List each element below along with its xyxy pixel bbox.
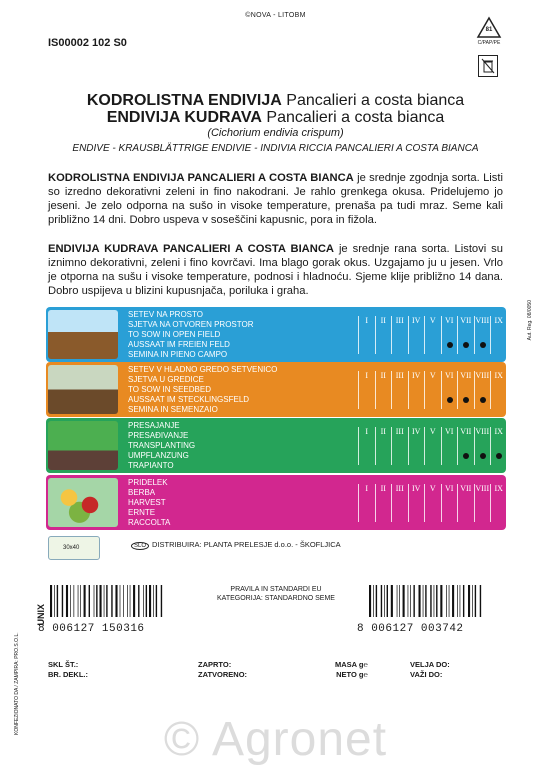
translated-names: ENDIVE - KRAUSBLÄTTRIGE ENDIVIE - INDIVIA RICCIA PANCALIERI A COSTA BIANCA xyxy=(72,143,479,154)
month-cell xyxy=(408,316,425,354)
active-month-dot xyxy=(496,453,502,459)
calendar-row-image xyxy=(48,310,118,359)
month-cell xyxy=(457,427,474,465)
month-label: V xyxy=(429,371,436,380)
month-label: IV xyxy=(412,427,421,436)
neto-label xyxy=(335,670,368,680)
estimated-sign-icon-2: ℮ xyxy=(363,670,368,679)
month-cell xyxy=(375,484,392,522)
calendar-row-label: TO SOW IN OPEN FIELD xyxy=(128,330,221,339)
watermark: © Agronet xyxy=(163,713,388,766)
regulations-line-2: KATEGORIJA: STANDARDNO SEME xyxy=(217,595,335,602)
month-cell xyxy=(441,371,458,409)
calendar-row-image xyxy=(48,421,118,470)
calendar-row-label: HARVEST xyxy=(128,498,166,507)
title-line-2-rest: Pancalieri a costa bianca xyxy=(261,109,445,126)
calendar-row-label: SETEV NA PROSTO xyxy=(128,310,203,319)
calendar-row-labels xyxy=(128,310,254,360)
barcode-2 xyxy=(367,585,507,617)
month-cell xyxy=(408,484,425,522)
month-cell xyxy=(358,371,375,409)
month-cell xyxy=(375,316,392,354)
month-label: IX xyxy=(494,316,503,325)
month-cell xyxy=(375,371,392,409)
copyright-text: ©NOVA - LITOBM xyxy=(245,12,306,19)
calendar-row-label: AUSSAAT IM FREIEN FELD xyxy=(128,340,230,349)
month-label: IX xyxy=(494,427,503,436)
month-label: IV xyxy=(412,484,421,493)
title-line-1 xyxy=(0,92,551,109)
active-month-dot xyxy=(447,342,453,348)
calendar-row-labels xyxy=(128,478,170,528)
calendar-row-label: SEMINA IN PIENO CAMPO xyxy=(128,350,228,359)
product-code: IS00002 102 S0 xyxy=(48,37,127,49)
active-month-dot xyxy=(463,453,469,459)
month-cell xyxy=(441,427,458,465)
unix-label: UNIX xyxy=(36,604,46,626)
month-cell xyxy=(441,316,458,354)
spacing-value: 30x40 xyxy=(63,545,80,551)
calendar-row-label: TRANSPLANTING xyxy=(128,441,196,450)
month-label: VI xyxy=(445,427,454,436)
barcode-number-1: 8 006127 150316 xyxy=(38,623,145,635)
calendar-row-labels xyxy=(128,421,195,471)
month-label: III xyxy=(395,427,404,436)
description-sl-text: je srednje zgodnja sorta. Listi so izredno dekorativni zeleni in fino nakodrani. Je rahlo grenkega okusa. Pridelujemo jo jeseni. Je zelo odporna na sušo in visoke temperature, prenaša pa tudi mraz. Seme kali približno 14 dni. Dobro uspeva v soseščini kapusnic, pora in fižola. xyxy=(48,172,503,226)
month-cell xyxy=(375,427,392,465)
vazi-label: VAŽI DO: xyxy=(410,670,443,679)
calendar-months xyxy=(358,316,506,354)
skl-label: SKL ŠT.: xyxy=(48,660,79,669)
calendar-row xyxy=(46,307,506,362)
month-cell xyxy=(424,484,441,522)
month-label: I xyxy=(365,316,369,325)
barcode-number-2: 8 006127 003742 xyxy=(357,623,464,635)
month-label: III xyxy=(395,316,404,325)
calendar-row-label: BERBA xyxy=(128,488,156,497)
month-label: VIII xyxy=(475,316,490,325)
active-month-dot xyxy=(447,397,453,403)
month-cell xyxy=(457,316,474,354)
distributor-text: DISTRIBUIRA: PLANTA PRELESJE d.o.o. - ŠKOFLJICA xyxy=(152,540,341,549)
month-label: I xyxy=(365,427,369,436)
month-label: III xyxy=(395,371,404,380)
waste-bin-icon xyxy=(478,55,498,77)
active-month-dot xyxy=(463,397,469,403)
month-cell xyxy=(490,484,506,522)
calendar-row-labels xyxy=(128,365,277,415)
month-label: IV xyxy=(412,371,421,380)
footer-closed xyxy=(198,660,247,680)
title-line-2-bold: ENDIVIJA KUDRAVA xyxy=(106,109,262,126)
masa-label xyxy=(335,660,368,670)
month-label: V xyxy=(429,316,436,325)
month-cell xyxy=(490,371,506,409)
recycle-label: C/PAP/PE xyxy=(477,40,501,46)
month-label: I xyxy=(365,371,369,380)
estimated-sign-icon: ℮ xyxy=(363,660,368,669)
spacing-diagram xyxy=(48,536,100,560)
month-label: VII xyxy=(460,371,472,380)
title-line-1-bold: KODROLISTNA ENDIVIJA xyxy=(86,92,282,109)
month-cell xyxy=(474,371,491,409)
month-label: I xyxy=(365,484,369,493)
month-label: II xyxy=(380,484,386,493)
title-line-2 xyxy=(0,109,551,126)
calendar-row-label: SJETVA U GREDICE xyxy=(128,375,204,384)
month-label: V xyxy=(429,484,436,493)
latin-name: (Cichorium endivia crispum) xyxy=(207,127,344,139)
month-label: VIII xyxy=(475,427,490,436)
month-label: VIII xyxy=(475,371,490,380)
month-label: V xyxy=(429,427,436,436)
month-label: IX xyxy=(494,371,503,380)
calendar-row-label: ERNTE xyxy=(128,508,156,517)
month-cell xyxy=(358,427,375,465)
title-block xyxy=(0,92,551,155)
month-cell xyxy=(424,316,441,354)
month-cell xyxy=(358,484,375,522)
month-cell xyxy=(474,427,491,465)
month-label: VIII xyxy=(475,484,490,493)
month-cell xyxy=(474,316,491,354)
month-label: II xyxy=(380,371,386,380)
footer-expiry xyxy=(410,660,450,680)
calendar-row-label: TRAPIANTO xyxy=(128,461,174,470)
month-cell xyxy=(358,316,375,354)
month-cell xyxy=(424,371,441,409)
month-cell xyxy=(391,371,408,409)
country-badge: SLO xyxy=(131,542,149,550)
month-cell xyxy=(457,484,474,522)
calendar-row xyxy=(46,418,506,473)
month-label: VI xyxy=(445,484,454,493)
calendar-row-label: TO SOW IN SEEDBED xyxy=(128,385,211,394)
month-cell xyxy=(408,371,425,409)
recycle-symbol xyxy=(472,16,506,46)
month-label: VII xyxy=(460,484,472,493)
active-month-dot xyxy=(480,397,486,403)
recycle-number: 81 xyxy=(485,27,493,33)
month-cell xyxy=(391,427,408,465)
brdekl-label: BR. DEKL.: xyxy=(48,670,88,679)
month-label: IX xyxy=(494,484,503,493)
month-cell xyxy=(408,427,425,465)
calendar-months xyxy=(358,371,506,409)
description-hr-bold: ENDIVIJA KUDRAVA PANCALIERI A COSTA BIANCA xyxy=(48,243,334,255)
regulations-block xyxy=(176,585,376,603)
zaprto-label: ZAPRTO: xyxy=(198,660,232,669)
calendar-row-label: SEMINA IN SEMENZAIO xyxy=(128,405,218,414)
description-slovenian xyxy=(48,171,503,227)
month-cell xyxy=(424,427,441,465)
month-label: VII xyxy=(460,427,472,436)
month-label: VI xyxy=(445,371,454,380)
month-cell xyxy=(457,371,474,409)
calendar-row-label: PRESAĐIVANJE xyxy=(128,431,189,440)
month-label: VII xyxy=(460,316,472,325)
description-hr-text: je srednje rana sorta. Listovi su iznimno dekorativni, zeleni i fino kovrčavi. Ima blago gorak okus. Uzgajamo ju u jesen. Vrlo je otporna na sušu i visoke temperature, podnosi i hladnoću. Sjeme klije približno 14 dana. Dobro uspijeva u blizini kupusnjača, poriluka i graha. xyxy=(48,243,503,297)
calendar-months xyxy=(358,427,506,465)
month-label: III xyxy=(395,484,404,493)
description-sl-bold: KODROLISTNA ENDIVIJA PANCALIERI A COSTA BIANCA xyxy=(48,172,354,184)
calendar-row-image xyxy=(48,478,118,527)
regulations-line-1: PRAVILA IN STANDARDI EU xyxy=(230,586,322,593)
active-month-dot xyxy=(480,342,486,348)
calendar-row-label: PRESAJANJE xyxy=(128,421,180,430)
distributor-line xyxy=(131,540,341,550)
active-month-dot xyxy=(463,342,469,348)
calendar-row-image xyxy=(48,365,118,414)
velja-label: VELJA DO: xyxy=(410,660,450,669)
month-label: II xyxy=(380,316,386,325)
calendar-row-label: RACCOLTA xyxy=(128,518,171,527)
month-label: II xyxy=(380,427,386,436)
calendar-row xyxy=(46,475,506,530)
calendar-row-label: SETEV V HLADNO GREDO SETVENICO xyxy=(128,365,278,374)
month-cell xyxy=(391,484,408,522)
month-cell xyxy=(474,484,491,522)
side-text-right: Aut. Reg. 08/0050 xyxy=(527,300,533,341)
calendar-row-label: PRIDELEK xyxy=(128,478,168,487)
calendar-row-label: SJETVA NA OTVOREN PROSTOR xyxy=(128,320,254,329)
zatvoreno-label: ZATVORENO: xyxy=(198,670,248,679)
month-label: IV xyxy=(412,316,421,325)
month-cell xyxy=(490,427,506,465)
side-text-left: KONFEZIONATO DA / ZAMPIRA: PRO.S.O.L. xyxy=(14,632,20,735)
month-cell xyxy=(441,484,458,522)
month-label: VI xyxy=(445,316,454,325)
active-month-dot xyxy=(480,453,486,459)
description-croatian xyxy=(48,242,503,298)
title-line-1-rest: Pancalieri a costa bianca xyxy=(281,92,465,109)
footer-skl xyxy=(48,660,88,680)
neto-text: NETO g xyxy=(336,670,364,679)
calendar-row-label: UMPFLANZUNG xyxy=(128,451,189,460)
calendar-row-label: AUSSAAT IM STECKLINGSFELD xyxy=(128,395,250,404)
masa-text: MASA g xyxy=(335,660,364,669)
calendar-row xyxy=(46,362,506,417)
calendar-months xyxy=(358,484,506,522)
month-cell xyxy=(490,316,506,354)
footer-mass xyxy=(335,660,368,680)
barcode-1 xyxy=(48,585,188,617)
month-cell xyxy=(391,316,408,354)
